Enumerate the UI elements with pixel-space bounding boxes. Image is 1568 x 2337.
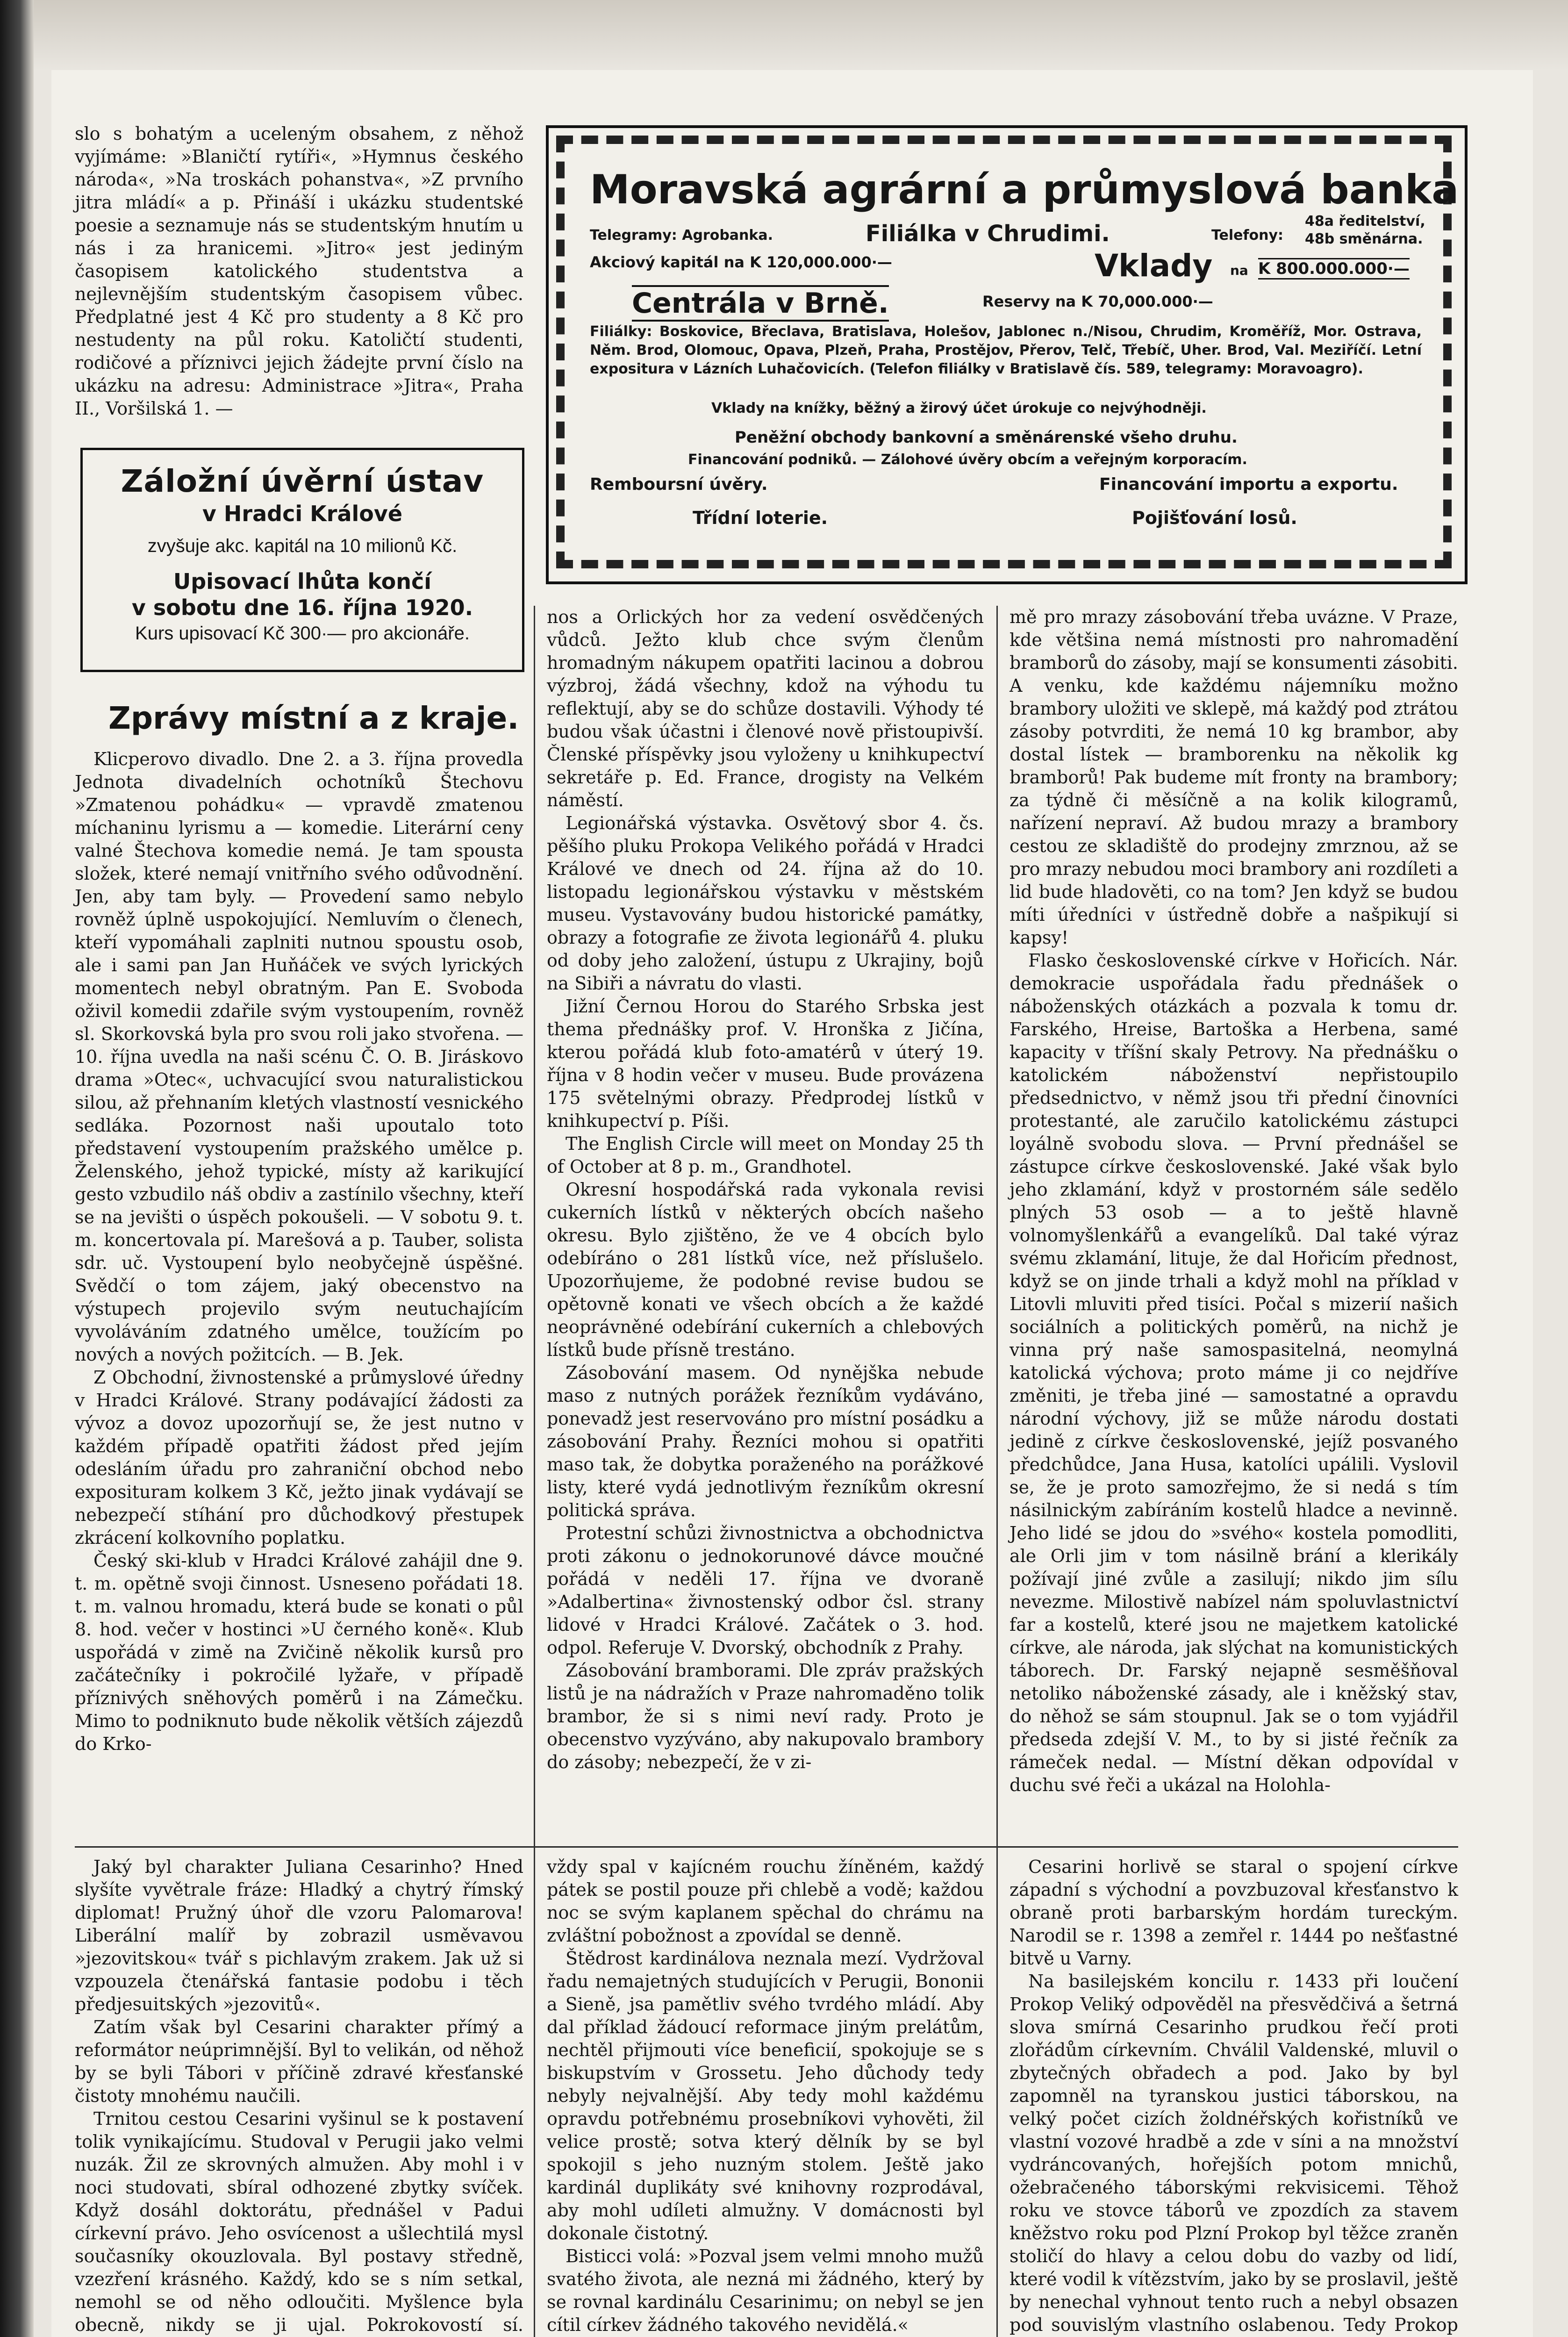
cesarini-generosity: Štědrost kardinálova neznala mezí. Vydržoval řadu nemajetných studujících v Perugii, Bononii a Sieně, jsa pamětliv svého tvrdého mládí. Aby dal příklad žádoucí reformace jiným prelátům, nechtěl přijmouti více beneficií, spokojuje se s biskupstvím v Grossetu. Jeho důchody tedy nebyly nejvalnější. Aby tedy mohl každému opravdu potřebnému prosebníkovi vyhověti, žil velice prostě; sotva který dělník by se byl spokojil s jeho nuzným stolem. Ještě jako kardinál duplikáty své knihovny rozprodával, aby mohl udíleti almužny. V domácnosti byl dokonale čistotný. [547, 1948, 984, 2244]
bank-savings: Vklady na knížky, běžný a žirový účet úrokuje co nejvýhodněji. [711, 400, 1207, 416]
section-title: Zprávy místní a z kraje. [108, 700, 519, 736]
article-hosp-rada: Okresní hospodářská rada vykonala revisi cukerních lístků v některých obcích našeho okresu. Bylo zjištěno, že ve 4 obcích bylo odebíráno o 281 lístků více, než příslušelo. Upozorňujeme, že podobné revise budou se opětovně konati ve všech obcích a že každé neoprávněné odebírání cukerních a chlebových lístků bude přísně trestáno. [547, 1179, 984, 1360]
bank-deposits-na: na [1230, 263, 1248, 278]
bank-phone-2: 48b směnárna. [1305, 231, 1423, 247]
bank-ad-content [576, 152, 1459, 551]
article-protest: Protestní schůzi živnostnictva a obchodnictva proti zákonu o jednokorunové dávce moučné pořádá v neděli 17. října ve dvoraně »Adalbertina« živnostenský odbor čsl. strany lidové v Hradci Králové. Začátek o 3. hod. odpol. Referuje V. Dvorský, obchodník z Prahy. [547, 1523, 984, 1658]
column-1-news [75, 748, 523, 1756]
cesarini-piety: vždy spal v kajícném rouchu žíněném, každý pátek se postil pouze při chlebě a vodě; každou noc se svým kaplanem spěchal do chrámu na zvláštní pobožnost a zpovídal se denně. [547, 1857, 984, 1946]
column-2-news [547, 606, 984, 1774]
zalozni-ad [80, 448, 524, 672]
jitro-notice: slo s bohatým a uceleným obsahem, z něhož vyjímáme: »Blaničtí rytíři«, »Hymnus českého národa«, »Na troskách pohanstva«, »Z prvního jitra mládí« a p. Přináší i ukázku studentské poesie a seznamuje nás se studentským hnutím u nás i za hranicemi. »Jitro« jest jediným časopisem katolického studentstva a nejlevnějším studentským časopisem vůbec. Předplatné jest 4 Kč pro studenty a 8 Kč pro nestudenty na půl roku. Katoličtí studenti, rodičové a příznivci jejich žádejte první číslo na ukázku na adresu: Administrace »Jitra«, Praha II., Voršilská 1. — [75, 123, 523, 419]
article-brambory: Zásobování bramborami. Dle zpráv pražských listů je na nádražích v Praze nahromaděno tolik brambor, že si s nimi neví rady. Proto je obecenstvo vyzýváno, aby nakupovalo brambory do zásoby; nebezpečí, že v zi- [547, 1660, 984, 1772]
column-3-lower [1010, 1856, 1458, 2337]
column-1-lower [75, 1856, 523, 2337]
bank-telegrams: Telegramy: Agrobanka. [590, 227, 773, 244]
bank-financing: Financování podniků. — Zálohové úvěry obcím a veřejným korporacím. [688, 452, 1247, 468]
article-horice: Flasko československé církve v Hořicích. Nár. demokracie uspořádala řadu přednášek o náboženských otázkách a pozvala k tomu dr. Farského, Hreise, Bartoška a Herbena, samé kapacity v tříšní skaly Petrovy. Na přednášku o katolickém náboženství nepřistoupilo předsednictvo, v němž jsou tři přední činovníci protestanté, ale zaručilo katolickému zástupci loyálně svobodu slova. — První přednášel se zástupce církve československé. Jaké však bylo jeho zklamání, když v prostorném sále sedělo plných 53 osob — a to ještě hlavně volnomyšlenkářů a evangelíků. Dal také výraz svému zklamání, lituje, že dal Hořicím přednost, když se on jinde trhali a když mohl na příklad v Litovli mluviti před tisíci. Počal s mizerií našich sociálních a politických poměrů, na nichž je vinna prý naše samospasitelná, neomylná katolická výchova; proto máme ji co nejdříve změniti, je třeba jiné — samostatné a opravdu národní výchovy, již se může národu dostati jedině z církve československé, jejíž posvaného předchůdce, Jana Husa, katolíci upálili. Vyslovil se, že je proto samozřejmo, že si nedá s tím násilnickým zabíráním kostelů hladce a nevinně. Jeho lidé se jdou do »svého« kostela pomodliti, ale Orli jim v tom násilně brání a klerikály požívají jiné zvůle a zasilují; nikdo jim sílu nevezme. Milostivě nabízel nám spoluvlastnictví far a kostelů, které jsou ne majetkem katolické církve, ale národa, jak slýchat na komunistických táborech. Dr. Farský nejapně sesměšňoval netoliko náboženské zásady, ale i kněžský stav, do něhož se sám stoupnul. Jak se o tom vyjádřil předseda zdejší V. M., to by si jisté řečník za rámeček nedal. — Místní děkan odpovídal v duchu své řeči a ukázal na Holohla- [1010, 950, 1458, 1795]
binding-shadow [0, 0, 34, 2337]
bank-lottery: Třídní loterie. [693, 508, 828, 528]
bank-phones-label: Telefony: [1211, 227, 1284, 244]
section-divider [75, 1846, 1458, 1848]
bank-hq: Centrála v Brně. [632, 285, 889, 322]
bank-money-ops: Peněžní obchody bankovní a směnárenské všeho druhu. [735, 428, 1238, 447]
zalozni-line1: zvyšuje akc. kapitál na 10 milionů Kč. [147, 536, 458, 556]
article-legion: Legionářská výstavka. Osvětový sbor 4. čs. pěšího pluku Prokopa Velikého pořádá v Hradci Králové ve dnech od 24. října až do 10. listopadu legionářskou výstavku v městském museu. Vystavovány budou historické památky, obrazy a fotografie ze života legionářů 4. pluku od doby jeho založení, ústupu z Ukrajiny, bojů na Sibiři a návratu do vlasti. [547, 813, 984, 994]
article-maso: Zásobování masem. Od nynějška nebude maso z nutných porážek řezníkům vydáváno, ponevadž jest reservováno pro místní posádku a zásobování Prahy. Řezníci mohou si opatřiti maso tak, že dobytka poraženého na porážkové listy, které vydá jednotlivým řezníkům okresní politická správa. [547, 1362, 984, 1520]
bank-reserves: Reservy na K 70,000.000·— [982, 293, 1213, 310]
column-rule-1 [534, 606, 535, 2337]
bank-branches: Filiálky: Boskovice, Břeclava, Bratislava, Holešov, Jablonec n./Nisou, Chrudim, Kroměříž, Mor. Ostrava, Něm. Brod, Olomouc, Opava, Plzeň, Praha, Prostějov, Přerov, Telč, Třebíč, Uher. Brod, Val. Meziříčí. Letní expositura v Lázních Luhačovicích. (Telefon filiálky v Bratislavě čís. 589, telegramy: Moravoagro). [590, 323, 1422, 377]
column-2-lower [547, 1856, 984, 2337]
cesarini-youth: Trnitou cestou Cesarini vyšinul se k postavení tolik vynikajícímu. Studoval v Perugii jako velmi nuzák. Žil ze skrovných almužen. Aby mohl i v noci studovati, sbíral odhozené zbytky svíček. Když dosáhl doktorátu, přednášel v Padui církevní právo. Jeho osvícenost a ušlechtilá mysl současníky okouzlovala. Byl postavy středně, vzezření krásného. Každý, kdo se s ním setkal, nemohl se od něho odloučiti. Myšlence byla obecně, nikdy se ji ujal. Pokrokovostí sí. [75, 2108, 523, 2335]
zalozni-line3: v sobotu dne 16. října 1920. [131, 595, 473, 620]
zalozni-line4: Kurs upisovací Kč 300·— pro akcionáře. [135, 623, 470, 644]
scan-top-margin [0, 0, 1568, 70]
article-skiklub-cont: nos a Orlických hor za vedení osvědčených vůdců. Ježto klub chce svým členům hromadným nákupem opatřiti lacinou a dobrou výzbroj, žádá všechny, kdož na výhodu tu reflektují, aby se do schůze dostavili. Výhody té budou však účastni i členové nově přistoupivší. Členské příspěvky jsou vyloženy u knihkupectví sekretáře p. Ed. France, drogisty na Velkém náměstí. [547, 607, 984, 810]
bank-rembours: Remboursní úvěry. [590, 475, 768, 494]
bank-deposits-label: Vklady [1095, 248, 1213, 284]
zalozni-line2: Upisovací lhůta končí [173, 569, 432, 594]
article-brambory-cont: mě pro mrazy zásobování třeba uvázne. V Praze, kde většina nemá místnosti pro nahromadění bramborů do zásoby, mají se konsumenti zásobiti. A venku, kde každému nájemníku možno brambory uložiti ve sklepě, má každý pod ztrátou zásoby potvrditi, že nemá 10 kg brambor, aby dostal lístek — bramborenku na několik kg bramborů! Pak budeme mít fronty na brambory; za týdně či měsíčně a na kolik kilogramů, nařízení nepraví. Až budou mrazy a brambory cestou ze skladiště do prodejny zmrznou, až se pro mrazy nebudou moci brambory ani rozdíleti a lid bude hladověti, co na tom? Jen když se budou míti úředníci v ústředně dobře a našpikují si kapsy! [1010, 607, 1458, 948]
article-cerna-hora: Jižní Černou Horou do Starého Srbska jest thema přednášky prof. V. Hronška z Jičína, kterou pořádá klub foto-amatérů v úterý 19. října v 8 hodin večer v museu. Bude provázena 175 světelnými obrazy. Předprodej lístků v knihkupectví p. Píši. [547, 996, 984, 1131]
article-skiklub: Český ski-klub v Hradci Králové zahájil dne 9. t. m. opětně svoji činnost. Usneseno pořádati 18. t. m. valnou hromadu, která bude se konati o půl 8. hod. večer v hostinci »U černého koně«. Klub uspořádá v zimě na Zvičině několik kursů pro začátečníky i pokročilé lyžaře, v případě příznivých sněhových poměrů i na Zámečku. Mimo to podniknuto bude několik větších zájezdů do Krko- [75, 1550, 523, 1754]
bank-branch-chrudim: Filiálka v Chrudimi. [866, 221, 1110, 247]
column-rule-2 [996, 606, 998, 2337]
article-klicperovo: Klicperovo divadlo. Dne 2. a 3. října provedla Jednota divadelních ochotníků Štechovu »Zmatenou pohádku« — vpravdě zmatenou míchaninu lyrismu a — komedie. Literární ceny valné Štechova komedie nemá. Je tam spousta složek, které nemají vnitřního svého odůvodnění. Jen, aby tam byly. — Provedení samo nebylo rovněž úplně uspokojující. Nemluvím o členech, kteří vypomáhali zaplniti nutnou spoustu osob, ale i sami pan Jan Huňáček ve svých lyrických momentech nebyl obratným. Pan E. Svoboda oživil komedii zdařile svým vystoupením, rovněž sl. Skorkovská byla pro svou roli jako stvořena. — 10. října uvedla na naši scénu Č. O. B. Jiráskovo drama »Otec«, uchvacující svou naturalistickou silou, až přehnaním kletých vlastností vesnického sedláka. Pozornost naši upoutalo toto představení vystoupením pražského umělce p. Želenského, jehož typické, místy až karikující gesto vzbudilo náš obdiv a zastínilo všechny, kteří se na jevišti o úspěch pokoušeli. — V sobotu 9. t. m. koncertovala pí. Marešová a p. Tauber, solista sdr. uč. Vystoupení bylo neobyčejně úspěšné. Svědčí o tom zájem, jaký obecenstvo na výstupech projevilo svým neutuchajícím vyvoláváním zdatného umělce, toužícím po nových a nových požitcích. — B. Jek. [75, 749, 523, 1365]
bank-insurance: Pojišťování losů. [1132, 508, 1297, 528]
bank-import: Financování importu a exportu. [1099, 475, 1398, 494]
column-1-top [75, 122, 523, 420]
zalozni-subtitle: v Hradci Králové [202, 501, 403, 526]
bank-phone-1: 48a ředitelství, [1305, 213, 1425, 229]
zalozni-title: Záložní úvěrní ústav [121, 463, 484, 499]
cesarini-union: Cesarini horlivě se staral o spojení církve západní s východní a povzbuzoval křesťanstvo k obraně proti barbarským hordám tureckým. Narodil se r. 1398 a zemřel r. 1444 po nešťastné bitvě u Varny. [1010, 1857, 1458, 1969]
cesarini-bisticci-quote: Bisticci volá: »Pozval jsem velmi mnoho mužů svatého života, ale nezná mi žádného, který by se rovnal kardinálu Cesarinimu; on nebyl se jen cítil církev žádného takového nevidělá.« [547, 2246, 984, 2335]
cesarini-basel: Na basilejském koncilu r. 1433 při loučení Prokop Veliký odpověděl na přesvědčivá a šetrná slova smírná Cesarinho prudkou řečí proti zlořádům církevním. Chválil Valdenské, mluvil o zbytečných obřadech a pod. Jako by byl zapomněl na tyranskou justici táborskou, na velký počet cizích žoldnéřských kořistníků ve vlastní vozové hradbě a zde v síni a na množství vydráncovaných, hořejších potom mnichů, ožebračeného táborskými rekvisicemi. Těhož roku ve stovce táborů ve zpozdích za stavem kněžstvo roku pod Plzní Prokop byl těžce zraněn stoličí do hlavy a celou dobu do vazby od lidí, které vodil k vítězstvím, jako by se proslavil, ještě by nenechal vyhnout tento ruch a nebyl obsazen pod souvislým vlastního oslabenou. Tedy Prokop [1010, 1971, 1458, 2335]
bank-title: Moravská agrární a průmyslová banka [590, 166, 1459, 213]
article-obchodni: Z Obchodní, živnostenské a průmyslové úředny v Hradci Králové. Strany podávající žádosti za vývoz a dovoz upozorňují se, že jest nutno v každém případě opatřiti žádost před jejím odesláním úřadu pro zahraniční obchod nebo exposituram kolkem 3 Kč, ježto jinak vydávají se nebezpečí stíhání pro důchodkový přestupek zkrácení kolkovního poplatku. [75, 1367, 523, 1548]
cesarini-intro: Jaký byl charakter Juliana Cesarinho? Hned slyšíte vyvětrale fráze: Hladký a chytrý římský diplomat! Pružný úhoř dle vzoru Palomarova! Liberální malíř by zobrazil usměvavou »jezovitskou« tvář s pichlavým zrakem. Jak už si vzpouzela čtenářská fantasie podobu i těch předjesuitských »jezovitů«. [75, 1857, 523, 2014]
article-english-circle: The English Circle will meet on Monday 25 th of October at 8 p. m., Grandhotel. [547, 1133, 984, 1177]
column-3-news [1010, 606, 1458, 1797]
bank-deposits-value: K 800.000.000·— [1258, 258, 1410, 280]
cesarini-character: Zatím však byl Cesarini charakter přímý a reformátor neúprimnější. Byl to velikán, od něhož by se byli Tábori v příčině zdravé křesťanské čistoty mnohému naučili. [75, 2017, 523, 2106]
bank-capital: Akciový kapitál na K 120,000.000·— [590, 253, 892, 271]
